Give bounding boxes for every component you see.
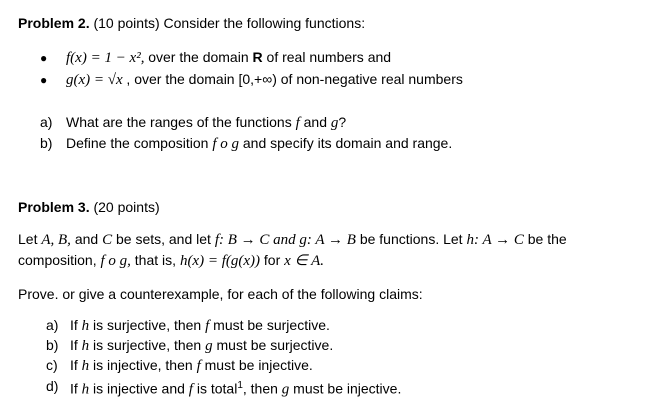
claim-b-label: b)	[46, 337, 59, 353]
var-g: g	[281, 381, 290, 398]
var-h: h	[81, 318, 90, 334]
function-maps: f: B → C and g: A → B	[214, 232, 356, 248]
text: be the	[523, 231, 567, 247]
text: must be surjective.	[212, 337, 334, 353]
text: , then	[242, 380, 282, 397]
text: and	[70, 231, 103, 247]
var-g: g	[205, 338, 213, 354]
composition-fog: f o g	[212, 136, 239, 152]
problem-2-title: Problem 2.	[18, 15, 90, 31]
function-h-map: h: A → C	[466, 232, 524, 248]
problem-3-setup-line-2	[18, 251, 324, 270]
text: must be surjective.	[209, 317, 330, 333]
bullet-icon: ●	[40, 51, 48, 65]
claim-a-label: a)	[46, 317, 59, 333]
text: Let	[18, 231, 42, 247]
text: If	[70, 380, 82, 397]
and-text: and	[299, 114, 331, 130]
f-domain-rest: of real numbers and	[262, 49, 392, 65]
question-mark: ?	[338, 114, 347, 130]
var-h: h	[81, 381, 90, 398]
problem-3-header	[18, 198, 160, 216]
text: for	[260, 252, 285, 268]
text: If	[70, 317, 82, 333]
claim-c-label: c)	[46, 357, 58, 373]
claim-a	[70, 316, 330, 335]
text: must be injective.	[289, 380, 402, 397]
problem-2-points: (10 points)	[93, 15, 160, 31]
text: be sets, and let	[112, 231, 215, 247]
var-f: f	[196, 358, 201, 374]
problem-3-points: (20 points)	[93, 199, 160, 215]
text: is injective, then	[89, 357, 197, 373]
question-b-text: Define the composition	[66, 135, 213, 151]
text: is total	[192, 380, 238, 397]
claim-d	[70, 377, 401, 399]
set-c: C	[102, 232, 113, 248]
text: must be injective.	[200, 357, 313, 373]
f-domain-text: over the domain	[148, 49, 253, 65]
var-f: f	[188, 381, 193, 398]
question-a-text: What are the ranges of the functions	[66, 114, 296, 130]
bullet-icon: ●	[40, 73, 48, 87]
function-g-definition	[66, 70, 463, 89]
g-domain-text: , over the domain [0,+∞) of non-negative real numbers	[126, 71, 463, 87]
text: is injective and	[89, 380, 189, 397]
claim-d-label: d)	[46, 378, 59, 394]
text: is surjective, then	[89, 317, 206, 333]
problem-2-header	[18, 14, 365, 32]
h-equation: h(x) = f(g(x))	[179, 253, 261, 269]
problem-3-setup-line-1	[18, 230, 567, 249]
text: If	[70, 337, 82, 353]
prove-instruction: Prove. or give a counterexample, for each of the following claims:	[18, 286, 423, 302]
text: that is,	[130, 252, 180, 268]
composition-fog: f o g,	[100, 253, 131, 269]
question-b-rest: and specify its domain and range.	[238, 135, 453, 151]
text: If	[70, 357, 82, 373]
var-f: f	[295, 115, 300, 131]
text: be functions. Let	[355, 231, 467, 247]
real-numbers-symbol: R	[252, 49, 263, 65]
text: is surjective, then	[89, 337, 206, 353]
var-h: h	[81, 358, 90, 374]
problem-2-intro: Consider the following functions:	[163, 15, 366, 31]
question-b-label: b)	[40, 135, 53, 151]
function-f-definition	[66, 48, 391, 67]
problem-3-title: Problem 3.	[18, 199, 90, 215]
sets-ab: A, B,	[41, 232, 71, 248]
question-a-label: a)	[40, 114, 53, 130]
claim-b	[70, 336, 333, 355]
text: composition,	[18, 252, 101, 268]
f-formula: f(x) = 1 − x²,	[66, 50, 149, 66]
claim-c	[70, 356, 313, 375]
var-f: f	[205, 318, 210, 334]
g-formula: g(x) = √x	[66, 72, 127, 88]
question-a	[66, 113, 346, 132]
x-in-a: x ∈ A.	[284, 253, 325, 269]
var-h: h	[81, 338, 90, 354]
question-b	[66, 134, 452, 153]
var-g: g	[330, 115, 339, 131]
footnote-marker: 1	[237, 380, 243, 391]
